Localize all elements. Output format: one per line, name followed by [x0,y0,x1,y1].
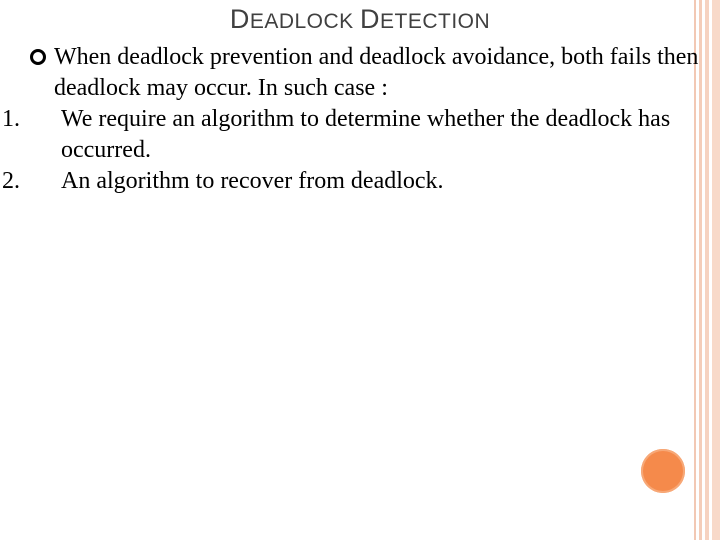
slide-title: DEADLOCK DETECTION [229,4,491,34]
list-number: 1. [2,106,20,132]
decorative-orange-circle [641,449,685,493]
decorative-stripe [705,0,709,540]
bullet-item [0,42,700,104]
list-number: 2. [2,168,20,194]
slide-body [0,42,700,197]
list-item [0,166,700,197]
numbered-list [0,104,700,197]
bullet-text: When deadlock prevention and deadlock avoidance, both fails then deadlock may occur. In such case : [54,44,699,101]
hollow-circle-bullet-icon [30,49,46,65]
decorative-stripe [712,0,720,540]
list-item [0,104,700,166]
list-text: We require an algorithm to determine whether the deadlock has occurred. [61,106,671,163]
list-text: An algorithm to recover from deadlock. [61,168,444,194]
